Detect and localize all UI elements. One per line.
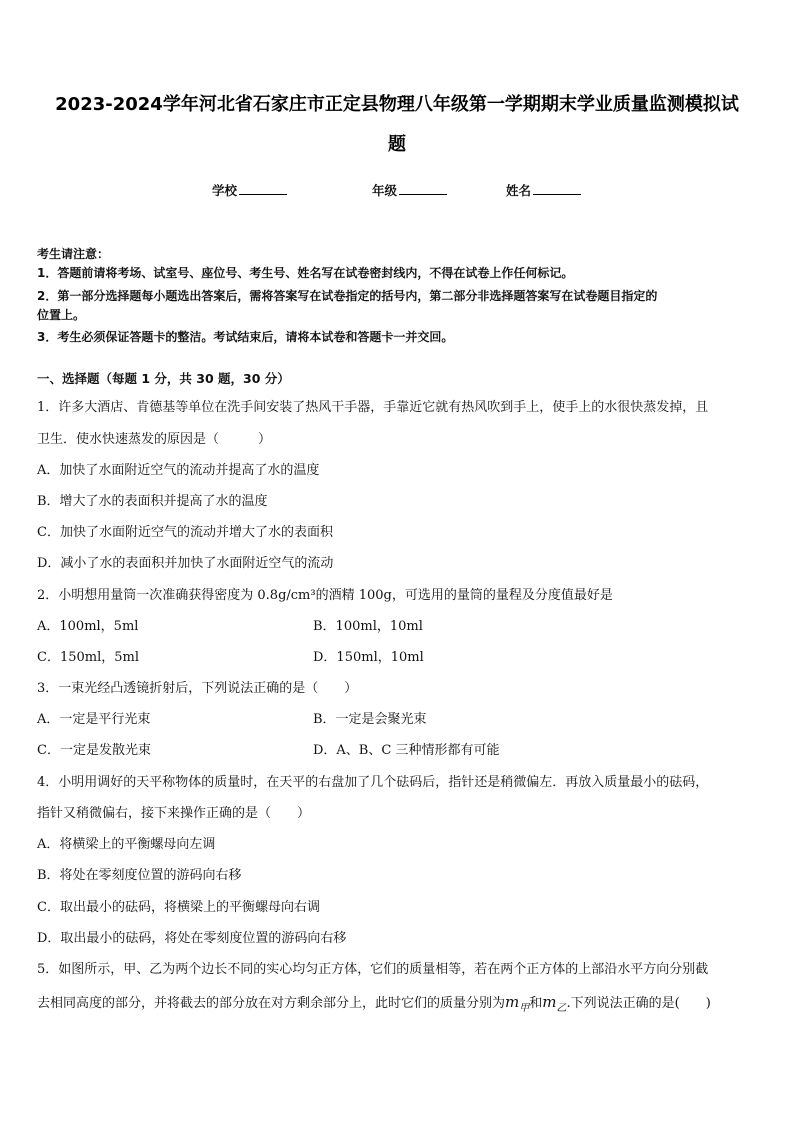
q3-option-d: D．A、B、C 三种情形都有可能 [313, 743, 500, 758]
school-blank [239, 182, 287, 195]
notice-heading: 考生请注意： [37, 247, 110, 261]
grade-blank [399, 182, 447, 195]
name-blank [533, 182, 581, 195]
q3-option-b: B．一定是会聚光束 [313, 712, 427, 727]
grade-label: 年级 [372, 183, 398, 198]
q2-option-c: C．150ml，5ml [37, 650, 140, 665]
q1-stem-line2: 卫生．使水快速蒸发的原因是（ ） [37, 432, 272, 447]
q5-mass-yi-sub: 乙 [556, 1003, 567, 1014]
q3-option-c: C．一定是发散光束 [37, 743, 151, 758]
section-heading: 一、选择题（每题 1 分，共 30 题，30 分） [37, 371, 290, 386]
grade-field [372, 181, 447, 199]
school-field [212, 181, 287, 199]
q2-option-b: B．100ml，10ml [313, 619, 423, 634]
q5-stem-line2-end: .下列说法正确的是( ) [566, 996, 711, 1011]
q4-option-d: D．取出最小的砝码，将处在零刻度位置的游码向右移 [37, 931, 347, 946]
exam-title-line2: 题 [388, 134, 406, 155]
q5-stem-line1: 5．如图所示，甲、乙为两个边长不同的实心均匀正方体，它们的质量相等，若在两个正方体的上部沿水平方向分别截 [37, 962, 709, 977]
q5-mass-jia-sub: 甲 [519, 1003, 530, 1014]
q4-option-c: C．取出最小的砝码，将横梁上的平衡螺母向右调 [37, 900, 320, 915]
q1-stem-line1: 1．许多大酒店、肯德基等单位在洗手间安装了热风干手器，手靠近它就有热风吹到手上，使手上的水很快蒸发掉，且 [37, 400, 709, 415]
q4-option-b: B．将处在零刻度位置的游码向右移 [37, 868, 242, 883]
q3-stem: 3．一束光经凸透镜折射后，下列说法正确的是（ ） [37, 681, 358, 696]
q2-option-d: D．150ml，10ml [313, 650, 424, 665]
notice-item-3: 3．考生必须保证答题卡的整洁。考试结束后，请将本试卷和答题卡一并交回。 [37, 330, 454, 344]
q1-option-a: A．加快了水面附近空气的流动并提高了水的温度 [37, 463, 320, 478]
q2-stem: 2．小明想用量筒一次准确获得密度为 0.8g/cm³的酒精 100g，可选用的量筒的量程及分度值最好是 [37, 588, 613, 603]
notice-item-2-cont: 位置上。 [37, 308, 86, 322]
q1-option-b: B．增大了水的表面积并提高了水的温度 [37, 494, 268, 509]
q5-stem-line2-text: 去相同高度的部分，并将截去的部分放在对方剩余部分上，此时它们的质量分别为 [37, 996, 506, 1011]
notice-item-1: 1．答题前请将考场、试室号、座位号、考生号、姓名写在试卷密封线内，不得在试卷上作任何标记。 [37, 266, 574, 280]
q5-mass-jia [505, 993, 530, 1014]
q5-mass-yi [542, 993, 567, 1014]
q5-and: 和 [529, 996, 543, 1011]
q4-option-a: A．将横梁上的平衡螺母向左调 [37, 837, 216, 852]
q5-stem-line2 [37, 992, 711, 1014]
notice-item-2: 2．第一部分选择题每小题选出答案后，需将答案写在试卷指定的括号内，第二部分非选择题答案写在试卷题目指定的 [37, 289, 658, 303]
exam-title-line1: 2023-2024学年河北省石家庄市正定县物理八年级第一学期期末学业质量监测模拟试 [55, 94, 739, 115]
q5-mass-yi-symbol: m [542, 993, 557, 1011]
name-label: 姓名 [506, 183, 532, 198]
q1-option-c: C．加快了水面附近空气的流动并增大了水的表面积 [37, 525, 333, 540]
name-field [506, 181, 581, 199]
school-label: 学校 [212, 183, 238, 198]
q4-stem-line2: 指针又稍微偏右，接下来操作正确的是（ ） [37, 806, 311, 821]
q5-mass-jia-symbol: m [505, 993, 520, 1011]
q1-option-d: D．减小了水的表面积并加快了水面附近空气的流动 [37, 556, 334, 571]
q3-option-a: A．一定是平行光束 [37, 712, 151, 727]
q4-stem-line1: 4．小明用调好的天平称物体的质量时，在天平的右盘加了几个砝码后，指针还是稍微偏左．再放入质量最小的砝码， [37, 775, 709, 790]
q2-option-a: A．100ml，5ml [37, 619, 139, 634]
